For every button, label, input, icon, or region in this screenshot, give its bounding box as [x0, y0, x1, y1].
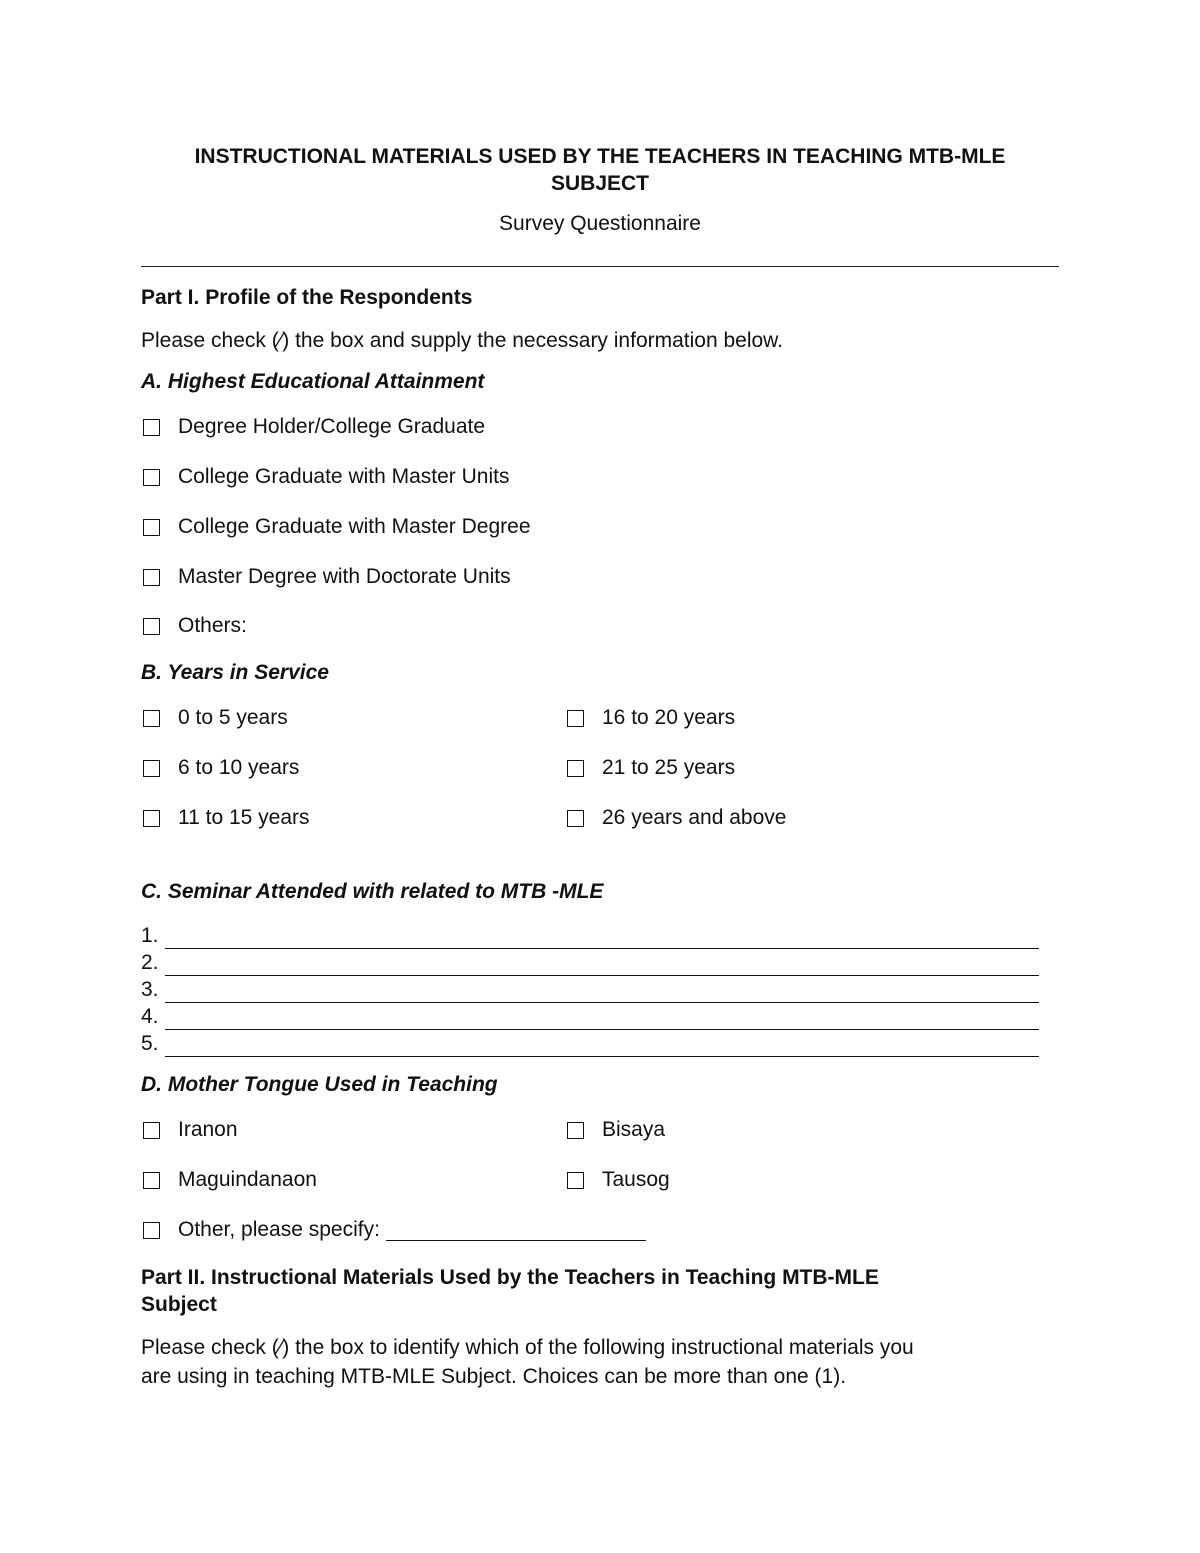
blank-line[interactable]: [165, 982, 1039, 1003]
checkbox[interactable]: [143, 710, 160, 727]
part2-instruction-line2: are using in teaching MTB-MLE Subject. Choices can be more than one (1).: [141, 1365, 847, 1388]
option-tausog[interactable]: [567, 1168, 670, 1192]
document-subtitle: Survey Questionnaire: [499, 212, 701, 235]
part1-instruction: Please check (∕) the box and supply the necessary information below.: [141, 329, 784, 352]
checkbox[interactable]: [143, 760, 160, 777]
sectionC-heading: C. Seminar Attended with related to MTB -MLE: [141, 880, 604, 903]
document-title-line1: INSTRUCTIONAL MATERIALS USED BY THE TEACHERS IN TEACHING MTB-MLE: [194, 145, 1006, 168]
option-0-5-years[interactable]: [143, 706, 288, 730]
document-title-line2: SUBJECT: [550, 172, 650, 195]
option-label: 26 years and above: [602, 806, 787, 829]
line-number: 4.: [141, 1005, 159, 1028]
checkbox[interactable]: [143, 810, 160, 827]
option-26-above[interactable]: [567, 806, 786, 830]
checkbox[interactable]: [143, 1222, 160, 1239]
part2-heading-line2: Subject: [141, 1293, 217, 1316]
option-label: 16 to 20 years: [602, 706, 736, 729]
option-11-15-years[interactable]: [143, 806, 310, 830]
seminar-line-4[interactable]: [141, 1003, 1039, 1030]
option-label: Degree Holder/College Graduate: [178, 415, 486, 438]
sectionB-heading: B. Years in Service: [141, 661, 329, 684]
part1-heading: Part I. Profile of the Respondents: [141, 286, 473, 309]
line-number: 1.: [141, 924, 159, 947]
sectionA-heading: A. Highest Educational Attainment: [141, 370, 485, 393]
option-doctorate-units[interactable]: [143, 565, 511, 589]
option-master-degree[interactable]: [143, 515, 531, 539]
checkbox[interactable]: [567, 1172, 584, 1189]
line-number: 3.: [141, 978, 159, 1001]
blank-line[interactable]: [165, 1036, 1039, 1057]
option-iranon[interactable]: [143, 1118, 238, 1142]
option-master-units[interactable]: [143, 465, 509, 489]
option-others[interactable]: [143, 614, 247, 638]
part2-instruction-line1: Please check (∕) the box to identify which of the following instructional materials you: [141, 1336, 914, 1359]
option-label: Iranon: [178, 1118, 238, 1141]
checkbox[interactable]: [567, 710, 584, 727]
checkbox[interactable]: [567, 1122, 584, 1139]
checkbox[interactable]: [143, 569, 160, 586]
option-bisaya[interactable]: [567, 1118, 665, 1142]
checkbox[interactable]: [143, 519, 160, 536]
option-21-25-years[interactable]: [567, 756, 735, 780]
blank-line[interactable]: [165, 928, 1039, 949]
checkbox[interactable]: [143, 618, 160, 635]
option-16-20-years[interactable]: [567, 706, 735, 730]
option-label: Maguindanaon: [178, 1168, 317, 1191]
part2-heading-line1: Part II. Instructional Materials Used by the Teachers in Teaching MTB-MLE: [141, 1266, 879, 1289]
seminar-line-3[interactable]: [141, 976, 1039, 1003]
option-label: Others:: [178, 614, 247, 637]
option-label: Tausog: [602, 1168, 670, 1191]
option-degree-holder[interactable]: [143, 415, 485, 439]
option-label: Other, please specify:: [178, 1218, 380, 1241]
specify-blank-line[interactable]: [386, 1220, 646, 1241]
line-number: 2.: [141, 951, 159, 974]
option-label: Master Degree with Doctorate Units: [178, 565, 511, 588]
option-label: Bisaya: [602, 1118, 666, 1141]
blank-line[interactable]: [165, 1009, 1039, 1030]
checkbox[interactable]: [143, 419, 160, 436]
option-label: College Graduate with Master Units: [178, 465, 510, 488]
checkbox[interactable]: [143, 1172, 160, 1189]
horizontal-rule: [141, 266, 1059, 267]
blank-line[interactable]: [165, 955, 1039, 976]
seminar-line-5[interactable]: [141, 1030, 1039, 1057]
seminar-line-1[interactable]: [141, 922, 1039, 949]
checkbox[interactable]: [567, 810, 584, 827]
seminar-line-2[interactable]: [141, 949, 1039, 976]
option-other-specify[interactable]: [143, 1218, 646, 1242]
checkbox[interactable]: [143, 1122, 160, 1139]
checkbox[interactable]: [143, 469, 160, 486]
option-label: 6 to 10 years: [178, 756, 300, 779]
checkbox[interactable]: [567, 760, 584, 777]
option-label: 0 to 5 years: [178, 706, 288, 729]
option-maguindanaon[interactable]: [143, 1168, 317, 1192]
option-label: College Graduate with Master Degree: [178, 515, 531, 538]
line-number: 5.: [141, 1032, 159, 1055]
sectionD-heading: D. Mother Tongue Used in Teaching: [141, 1073, 498, 1096]
option-label: 11 to 15 years: [178, 806, 310, 829]
option-6-10-years[interactable]: [143, 756, 299, 780]
option-label: 21 to 25 years: [602, 756, 736, 779]
